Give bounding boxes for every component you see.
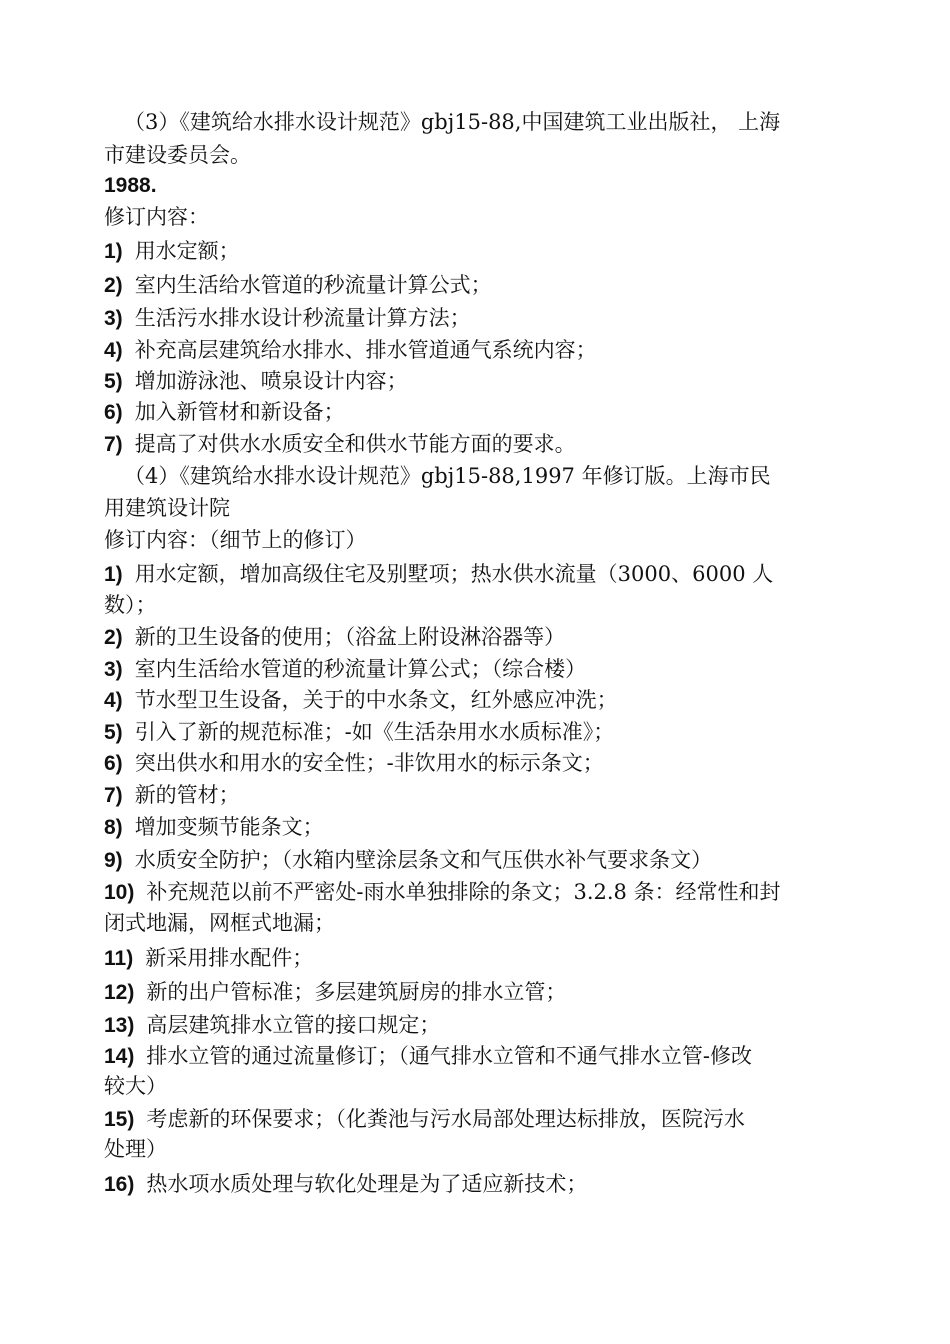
list-item: 10) 补充规范以前不严密处-雨水单独排除的条文；3.2.8 条：经常性和封 (104, 880, 781, 904)
list-item: 14) 排水立管的通过流量修订；（通气排水立管和不通气排水立管-修改 (104, 1044, 752, 1068)
list-item: 9) 水质安全防护；（水箱内壁涂层条文和气压供水补气要求条文） (104, 848, 713, 872)
list-item: 15) 考虑新的环保要求；（化粪池与污水局部处理达标排放，医院污水 (104, 1107, 745, 1131)
list-item-continuation: 数）； (104, 593, 157, 617)
list-item: 11) 新采用排水配件； (104, 946, 314, 970)
list-item: 13) 高层建筑排水立管的接口规定； (104, 1013, 441, 1037)
sec4-heading-line1: （4）《建筑给水排水设计规范》gbj15-88,1997 年修订版。上海市民 (124, 464, 771, 488)
list-item: 2) 室内生活给水管道的秒流量计算公式； (104, 273, 492, 297)
list-item: 2) 新的卫生设备的使用；（浴盆上附设淋浴器等） (104, 625, 566, 649)
list-item-continuation: 较大） (104, 1074, 167, 1098)
list-item: 8) 增加变频节能条文； (104, 815, 324, 839)
list-item-continuation: 处理） (104, 1137, 167, 1161)
list-item: 6) 加入新管材和新设备； (104, 400, 345, 424)
list-item: 7) 提高了对供水水质安全和供水节能方面的要求。 (104, 432, 576, 456)
list-item-continuation: 闭式地漏，网框式地漏； (104, 911, 335, 935)
sec4-heading-line2: 用建筑设计院 (104, 496, 230, 520)
sec3-heading-line1: （3）《建筑给水排水设计规范》gbj15-88,中国建筑工业出版社， 上海 (124, 110, 781, 134)
list-item: 3) 生活污水排水设计秒流量计算方法； (104, 306, 471, 330)
sec3-year: 1988. (104, 174, 157, 197)
list-item: 5) 增加游泳池、喷泉设计内容； (104, 369, 408, 393)
list-item: 5) 引入了新的规范标准；-如《生活杂用水水质标准》； (104, 720, 615, 744)
list-item: 7) 新的管材； (104, 783, 240, 807)
list-item: 3) 室内生活给水管道的秒流量计算公式；（综合楼） (104, 657, 587, 681)
sec4-revision-label: 修订内容：（细节上的修订） (104, 528, 367, 552)
list-item: 16) 热水项水质处理与软化处理是为了适应新技术； (104, 1172, 588, 1196)
sec3-heading-line2: 市建设委员会。 (104, 143, 251, 167)
list-item: 12) 新的出户管标准；多层建筑厨房的排水立管； (104, 980, 567, 1004)
list-item: 1) 用水定额； (104, 239, 240, 263)
list-item: 1) 用水定额，增加高级住宅及别墅项；热水供水流量（3000、6000 人 (104, 562, 774, 586)
list-item: 4) 补充高层建筑给水排水、排水管道通气系统内容； (104, 338, 597, 362)
sec3-revision-label: 修订内容： (104, 205, 209, 229)
list-item: 6) 突出供水和用水的安全性；-非饮用水的标示条文； (104, 751, 604, 775)
list-item: 4) 节水型卫生设备，关于的中水条文，红外感应冲洗； (104, 688, 618, 712)
